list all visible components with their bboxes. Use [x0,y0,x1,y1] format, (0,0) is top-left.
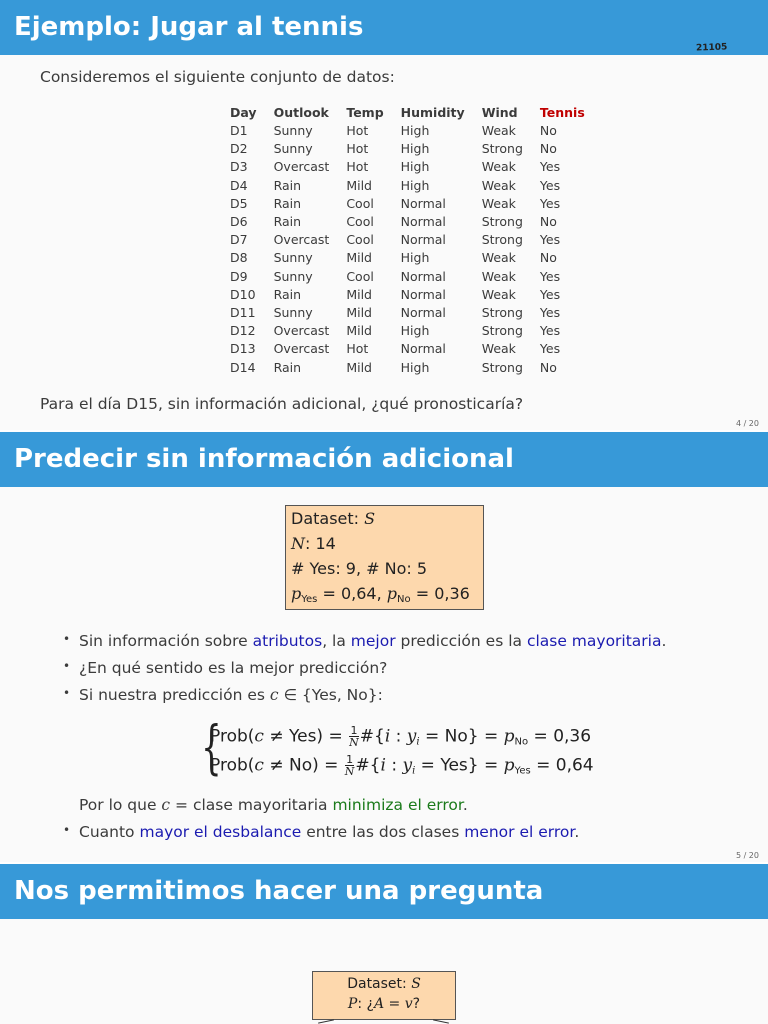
cell-wind: Weak [481,250,516,266]
cell-outlook: Sunny [273,123,313,139]
cell-tennis: No [539,123,557,139]
cell-humidity: High [400,123,430,139]
table-header-row [227,102,599,122]
cell-tennis: No [539,359,557,375]
bullet-imbalance: • Cuanto mayor el desbalance entre las dos clases menor el error. [63,823,580,841]
cell-day: D12 [230,323,256,339]
cell-day: D2 [230,141,248,157]
table-row [227,158,599,176]
slide-1-title: Ejemplo: Jugar al tennis [14,12,364,42]
cell-wind: Strong [481,323,523,339]
table-row [227,322,599,340]
cell-temp: Mild [346,177,372,193]
column-header-tennis: Tennis [539,104,585,120]
slide-3-header [0,864,768,919]
cell-outlook: Sunny [273,250,313,266]
cell-wind: Strong [481,304,523,320]
table-row [227,195,599,213]
cell-humidity: High [400,159,430,175]
cell-temp: Hot [346,123,369,139]
cell-temp: Hot [346,141,369,157]
cell-temp: Mild [346,250,372,266]
cell-temp: Cool [346,195,374,211]
cell-outlook: Overcast [273,159,330,175]
cell-tennis: Yes [539,159,561,175]
cell-temp: Cool [346,268,374,284]
cell-humidity: Normal [400,286,446,302]
cell-temp: Mild [346,304,372,320]
cell-humidity: High [400,250,430,266]
question-box-dataset: Dataset: S [347,976,421,992]
cell-tennis: No [539,214,557,230]
cell-wind: Strong [481,359,523,375]
cell-day: D10 [230,286,256,302]
cell-day: D8 [230,250,248,266]
table-row [227,304,599,322]
equation-not-yes: Prob(c ≠ Yes) = $\frac{1}{N}$ #{i : $y_i = No\} = p_{No} = 0,36$ [210,724,592,749]
column-header-day: Day [230,104,257,120]
cell-wind: Strong [481,214,523,230]
cell-temp: Mild [346,359,372,375]
cell-humidity: High [400,141,430,157]
table-row [227,268,599,286]
cell-outlook: Sunny [273,268,313,284]
table-row [227,177,599,195]
table-body [227,122,599,377]
cell-temp: Hot [346,341,369,357]
column-header-outlook: Outlook [273,104,329,120]
dataset-summary-box [285,505,484,610]
cell-humidity: Normal [400,214,446,230]
cell-day: D14 [230,359,256,375]
cell-wind: Weak [481,195,516,211]
question-box-query: P: ¿A = v? [347,996,421,1012]
table-row [227,213,599,231]
table-row [227,140,599,158]
cell-outlook: Overcast [273,232,330,248]
cell-temp: Hot [346,159,369,175]
cell-day: D9 [230,268,248,284]
cell-temp: Cool [346,232,374,248]
cell-wind: Strong [481,232,523,248]
cell-day: D6 [230,214,248,230]
cell-outlook: Rain [273,177,302,193]
cell-tennis: Yes [539,177,561,193]
cell-wind: Weak [481,159,516,175]
equation-not-no: Prob(c ≠ No) = $\frac{1}{N}$ #{i : $y_i = Yes\} = p_{Yes} = 0,64$ [210,753,594,778]
cell-day: D3 [230,159,248,175]
cell-temp: Cool [346,214,374,230]
cell-day: D7 [230,232,248,248]
cases-brace: { [201,713,222,781]
cell-tennis: No [539,250,557,266]
column-header-humidity: Humidity [400,104,465,120]
cell-tennis: Yes [539,195,561,211]
cell-humidity: Normal [400,232,446,248]
slide-2-page-number: 5 / 20 [735,851,759,860]
cell-outlook: Rain [273,359,302,375]
cell-outlook: Sunny [273,304,313,320]
cell-humidity: High [400,359,430,375]
slide-3-title: Nos permitimos hacer una pregunta [14,876,544,906]
cell-humidity: Normal [400,195,446,211]
column-header-temp: Temp [346,104,384,120]
handwritten-note: 21105 [695,42,728,54]
cell-outlook: Sunny [273,141,313,157]
bullet-question: • ¿En qué sentido es la mejor predicción? [63,659,388,677]
cell-wind: Weak [481,177,516,193]
cell-wind: Weak [481,286,516,302]
n-line: N: 14 [291,534,336,553]
table-row [227,122,599,140]
counts-line: # Yes: 9, # No: 5 [291,559,428,578]
column-header-wind: Wind [481,104,518,120]
probabilities-line: $p_{Yes} = 0,64$, $p_{No} = 0,36$ [291,584,470,605]
cell-humidity: Normal [400,268,446,284]
cell-day: D4 [230,177,248,193]
slide-1-page-number: 4 / 20 [735,419,759,428]
cell-tennis: Yes [539,304,561,320]
cell-tennis: Yes [539,268,561,284]
cell-day: D13 [230,341,256,357]
cell-wind: Weak [481,268,516,284]
cell-humidity: Normal [400,341,446,357]
bullet-prediction: • Si nuestra predicción es c ∈ {Yes, No}: [63,686,383,704]
cell-wind: Weak [481,123,516,139]
cell-outlook: Rain [273,286,302,302]
slide-1 [0,0,768,430]
cell-wind: Strong [481,141,523,157]
question-box [312,971,456,1020]
cell-outlook: Overcast [273,341,330,357]
cell-tennis: Yes [539,232,561,248]
cell-outlook: Rain [273,214,302,230]
slide-2-title: Predecir sin información adicional [14,444,514,474]
slide-3 [0,864,768,1024]
conclusion-text: Por lo que c = clase mayoritaria minimiza el error. [79,796,468,814]
cell-humidity: Normal [400,304,446,320]
cell-day: D11 [230,304,256,320]
table-row [227,286,599,304]
table-row [227,249,599,267]
cell-tennis: No [539,141,557,157]
bullet-no-info: • Sin información sobre atributos, la mejor predicción es la clase mayoritaria. [63,632,667,650]
slide-2 [0,432,768,862]
slide-1-question: Para el día D15, sin información adicional, ¿qué pronosticaría? [40,395,524,413]
cell-temp: Mild [346,323,372,339]
cell-humidity: High [400,323,430,339]
cell-humidity: High [400,177,430,193]
cell-outlook: Overcast [273,323,330,339]
slide-1-header [0,0,768,55]
cell-tennis: Yes [539,286,561,302]
cell-temp: Mild [346,286,372,302]
table-row [227,358,599,376]
cell-outlook: Rain [273,195,302,211]
tennis-data-table [227,102,599,377]
dataset-line: Dataset: S [291,509,376,528]
cell-tennis: Yes [539,323,561,339]
cell-tennis: Yes [539,341,561,357]
cell-day: D5 [230,195,248,211]
cell-day: D1 [230,123,248,139]
slide-2-header [0,432,768,487]
cell-wind: Weak [481,341,516,357]
slide-1-intro: Consideremos el siguiente conjunto de datos: [40,68,395,86]
table-row [227,340,599,358]
table-row [227,231,599,249]
